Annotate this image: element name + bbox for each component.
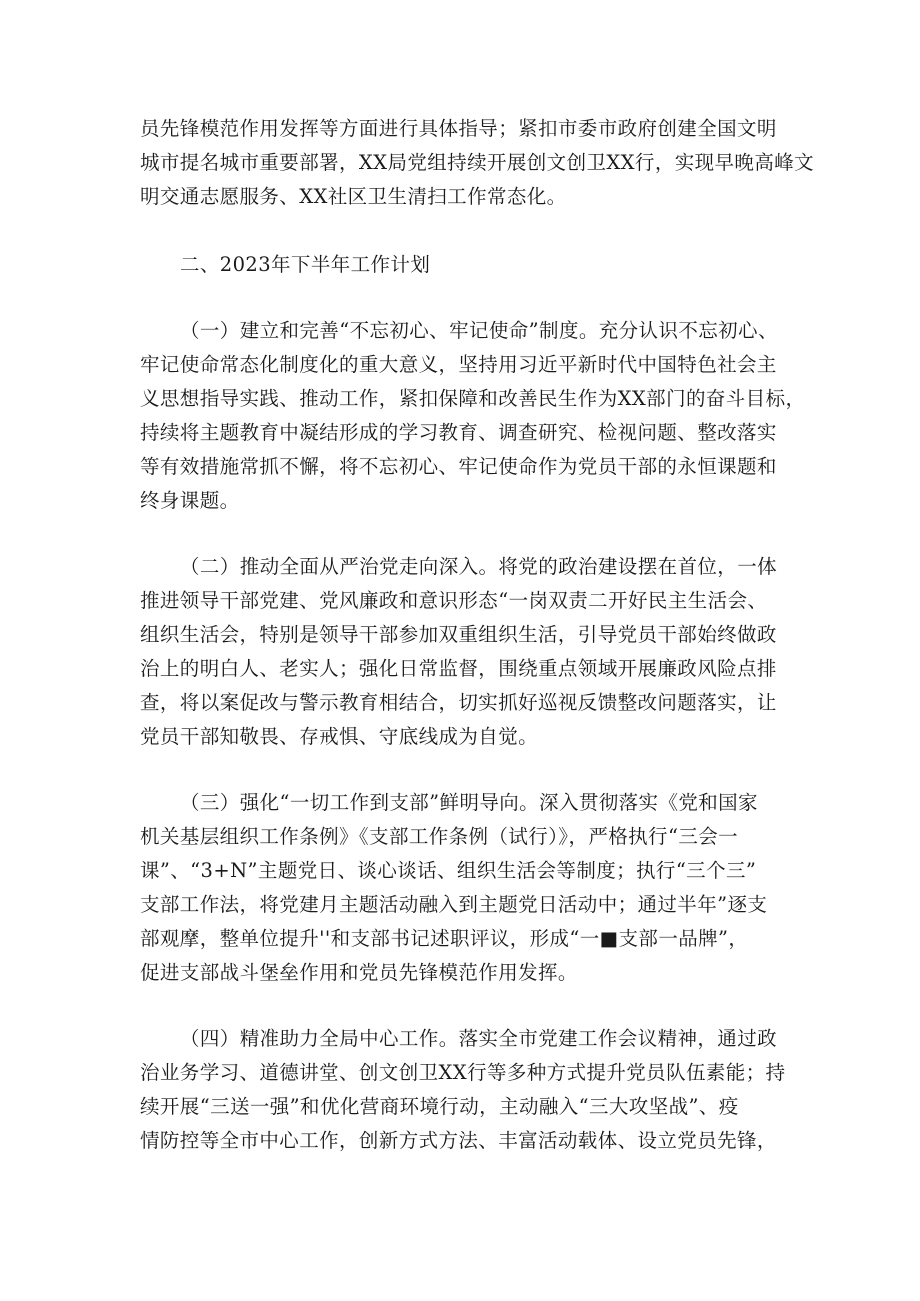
text-line: 情防控等全市中心工作，创新方式方法、丰富活动载体、设立党员先锋，	[140, 1129, 777, 1152]
text-line: 续开展“三送一强”和优化营商环境行动，主动融入“三大攻坚战”、疫	[140, 1095, 739, 1118]
section-heading-text: 二、2023年下半年工作计划	[180, 253, 431, 276]
text-line: 员先锋模范作用发挥等方面进行具体指导；紧扣市委市政府创建全国文明	[140, 117, 777, 140]
text-line: 牢记使命常态化制度化的重大意义，坚持用习近平新时代中国特色社会主	[140, 353, 777, 376]
text-line: 部观摩，整单位提升''和支部书记述职评议，形成“一■支部一品牌”，	[140, 927, 749, 950]
text-line: 查，将以案促改与警示教育相结合，切实抓好巡视反馈整改问题落实，让	[140, 691, 777, 714]
paragraph-item-2	[140, 550, 790, 754]
paragraph-item-3	[140, 786, 790, 990]
text-line: 推进领导干部党建、党风廉政和意识形态“一岗双责二开好民主生活会、	[140, 589, 768, 612]
paragraph-item-4	[140, 1022, 790, 1158]
text-line: 机关基层组织工作条例》《支部工作条例（试行）》，严格执行“三会一	[140, 825, 739, 848]
text-line: 持续将主题教育中凝结形成的学习教育、调查研究、检视问题、整改落实	[140, 421, 777, 444]
text-line: 等有效措施常抓不懈，将不忘初心、牢记使命作为党员干部的永恒课题和	[140, 455, 777, 478]
text-line: （一）建立和完善“不忘初心、牢记使命”制度。充分认识不忘初心、	[180, 319, 778, 342]
paragraph-intro-continuation	[140, 112, 815, 214]
text-line: 城市提名城市重要部署，XX局党组持续开展创文创卫XX行，实现早晚高峰文	[140, 151, 815, 174]
text-line: 明交通志愿服务、XX社区卫生清扫工作常态化。	[140, 185, 567, 208]
text-line: 促进支部战斗堡垒作用和党员先锋模范作用发挥。	[140, 961, 578, 984]
section-heading	[140, 248, 790, 282]
text-line: 义思想指导实践、推动工作，紧扣保障和改善民生作为XX部门的奋斗目标，	[140, 387, 806, 410]
text-line: 支部工作法，将党建月主题活动融入到主题党日活动中；通过半年”逐支	[140, 893, 768, 916]
text-line: （二）推动全面从严治党走向深入。将党的政治建设摆在首位，一体	[180, 555, 778, 578]
paragraph-item-1	[140, 314, 806, 518]
text-line: （三）强化“一切工作到支部”鲜明导向。深入贯彻落实《党和国家	[180, 791, 758, 814]
text-line: 终身课题。	[140, 489, 240, 512]
text-line: （四）精准助力全局中心工作。落实全市党建工作会议精神，通过政	[180, 1027, 778, 1050]
text-line: 治业务学习、道德讲堂、创文创卫XX行等多种方式提升党员队伍素能；持	[140, 1061, 786, 1084]
text-line: 课”、“3+N”主题党日、谈心谈话、组织生活会等制度；执行“三个三”	[140, 859, 757, 882]
text-line: 组织生活会，特别是领导干部参加双重组织生活，引导党员干部始终做政	[140, 623, 777, 646]
text-line: 治上的明白人、老实人；强化日常监督，围绕重点领域开展廉政风险点排	[140, 657, 777, 680]
text-line: 党员干部知敬畏、存戒惧、守底线成为自觉。	[140, 725, 539, 748]
